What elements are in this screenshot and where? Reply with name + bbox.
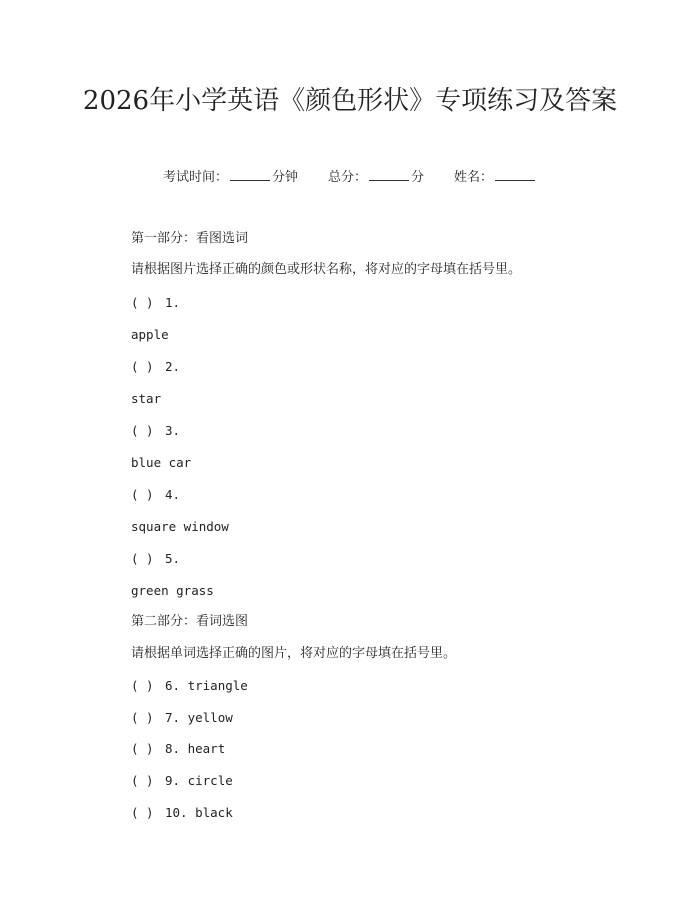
- question-row: [131, 677, 248, 695]
- question-number: 4.: [165, 487, 181, 502]
- question-number: 5.: [165, 551, 181, 566]
- name-label: 姓名：: [454, 170, 494, 185]
- name-blank: [495, 168, 535, 181]
- part2-heading: 第二部分：看词选图: [131, 614, 249, 629]
- question-number: 1.: [165, 295, 181, 310]
- answer-paren: ( ): [131, 773, 154, 788]
- question-row: [131, 422, 180, 440]
- question-number: 6.: [165, 678, 181, 693]
- question-word: yellow: [187, 710, 233, 725]
- score-blank: [369, 168, 409, 181]
- question-row: [131, 804, 233, 822]
- answer-paren: ( ): [131, 295, 154, 310]
- answer-paren: ( ): [131, 741, 154, 756]
- part1-heading: 第一部分：看图选词: [131, 231, 249, 246]
- question-number: 7.: [165, 710, 181, 725]
- exam-info: [0, 168, 700, 187]
- question-number: 2.: [165, 359, 181, 374]
- question-number: 9.: [165, 773, 181, 788]
- time-label: 考试时间：: [162, 170, 228, 185]
- question-word: triangle: [187, 678, 248, 693]
- time-blank: [230, 168, 270, 181]
- question-word: black: [195, 805, 233, 820]
- question-word: apple: [131, 327, 169, 342]
- question-number: 8.: [165, 741, 181, 756]
- question-word: heart: [187, 741, 226, 756]
- question-word: square window: [131, 519, 229, 534]
- question-row: [131, 294, 180, 312]
- question-word: green grass: [131, 583, 214, 598]
- score-unit: 分: [411, 170, 425, 185]
- answer-paren: ( ): [131, 551, 154, 566]
- question-row: [131, 486, 180, 504]
- question-row: [131, 358, 180, 376]
- part1-instruction: 请根据图片选择正确的颜色或形状名称，将对应的字母填在括号里。: [131, 262, 522, 277]
- question-number: 10.: [165, 805, 188, 820]
- score-label: 总分：: [327, 170, 367, 185]
- question-row: [131, 709, 233, 727]
- question-number: 3.: [165, 423, 181, 438]
- document-title: 2026年小学英语《颜色形状》专项练习及答案: [82, 86, 618, 116]
- answer-paren: ( ): [131, 710, 154, 725]
- answer-paren: ( ): [131, 423, 154, 438]
- answer-paren: ( ): [131, 805, 154, 820]
- question-row: [131, 550, 180, 568]
- question-word: circle: [187, 773, 233, 788]
- question-row: [131, 740, 225, 758]
- answer-paren: ( ): [131, 359, 154, 374]
- question-row: [131, 772, 233, 790]
- answer-paren: ( ): [131, 678, 154, 693]
- time-unit: 分钟: [271, 170, 298, 185]
- question-word: blue car: [131, 455, 192, 470]
- part2-instruction: 请根据单词选择正确的图片，将对应的字母填在括号里。: [131, 646, 457, 661]
- question-word: star: [131, 391, 162, 406]
- answer-paren: ( ): [131, 487, 154, 502]
